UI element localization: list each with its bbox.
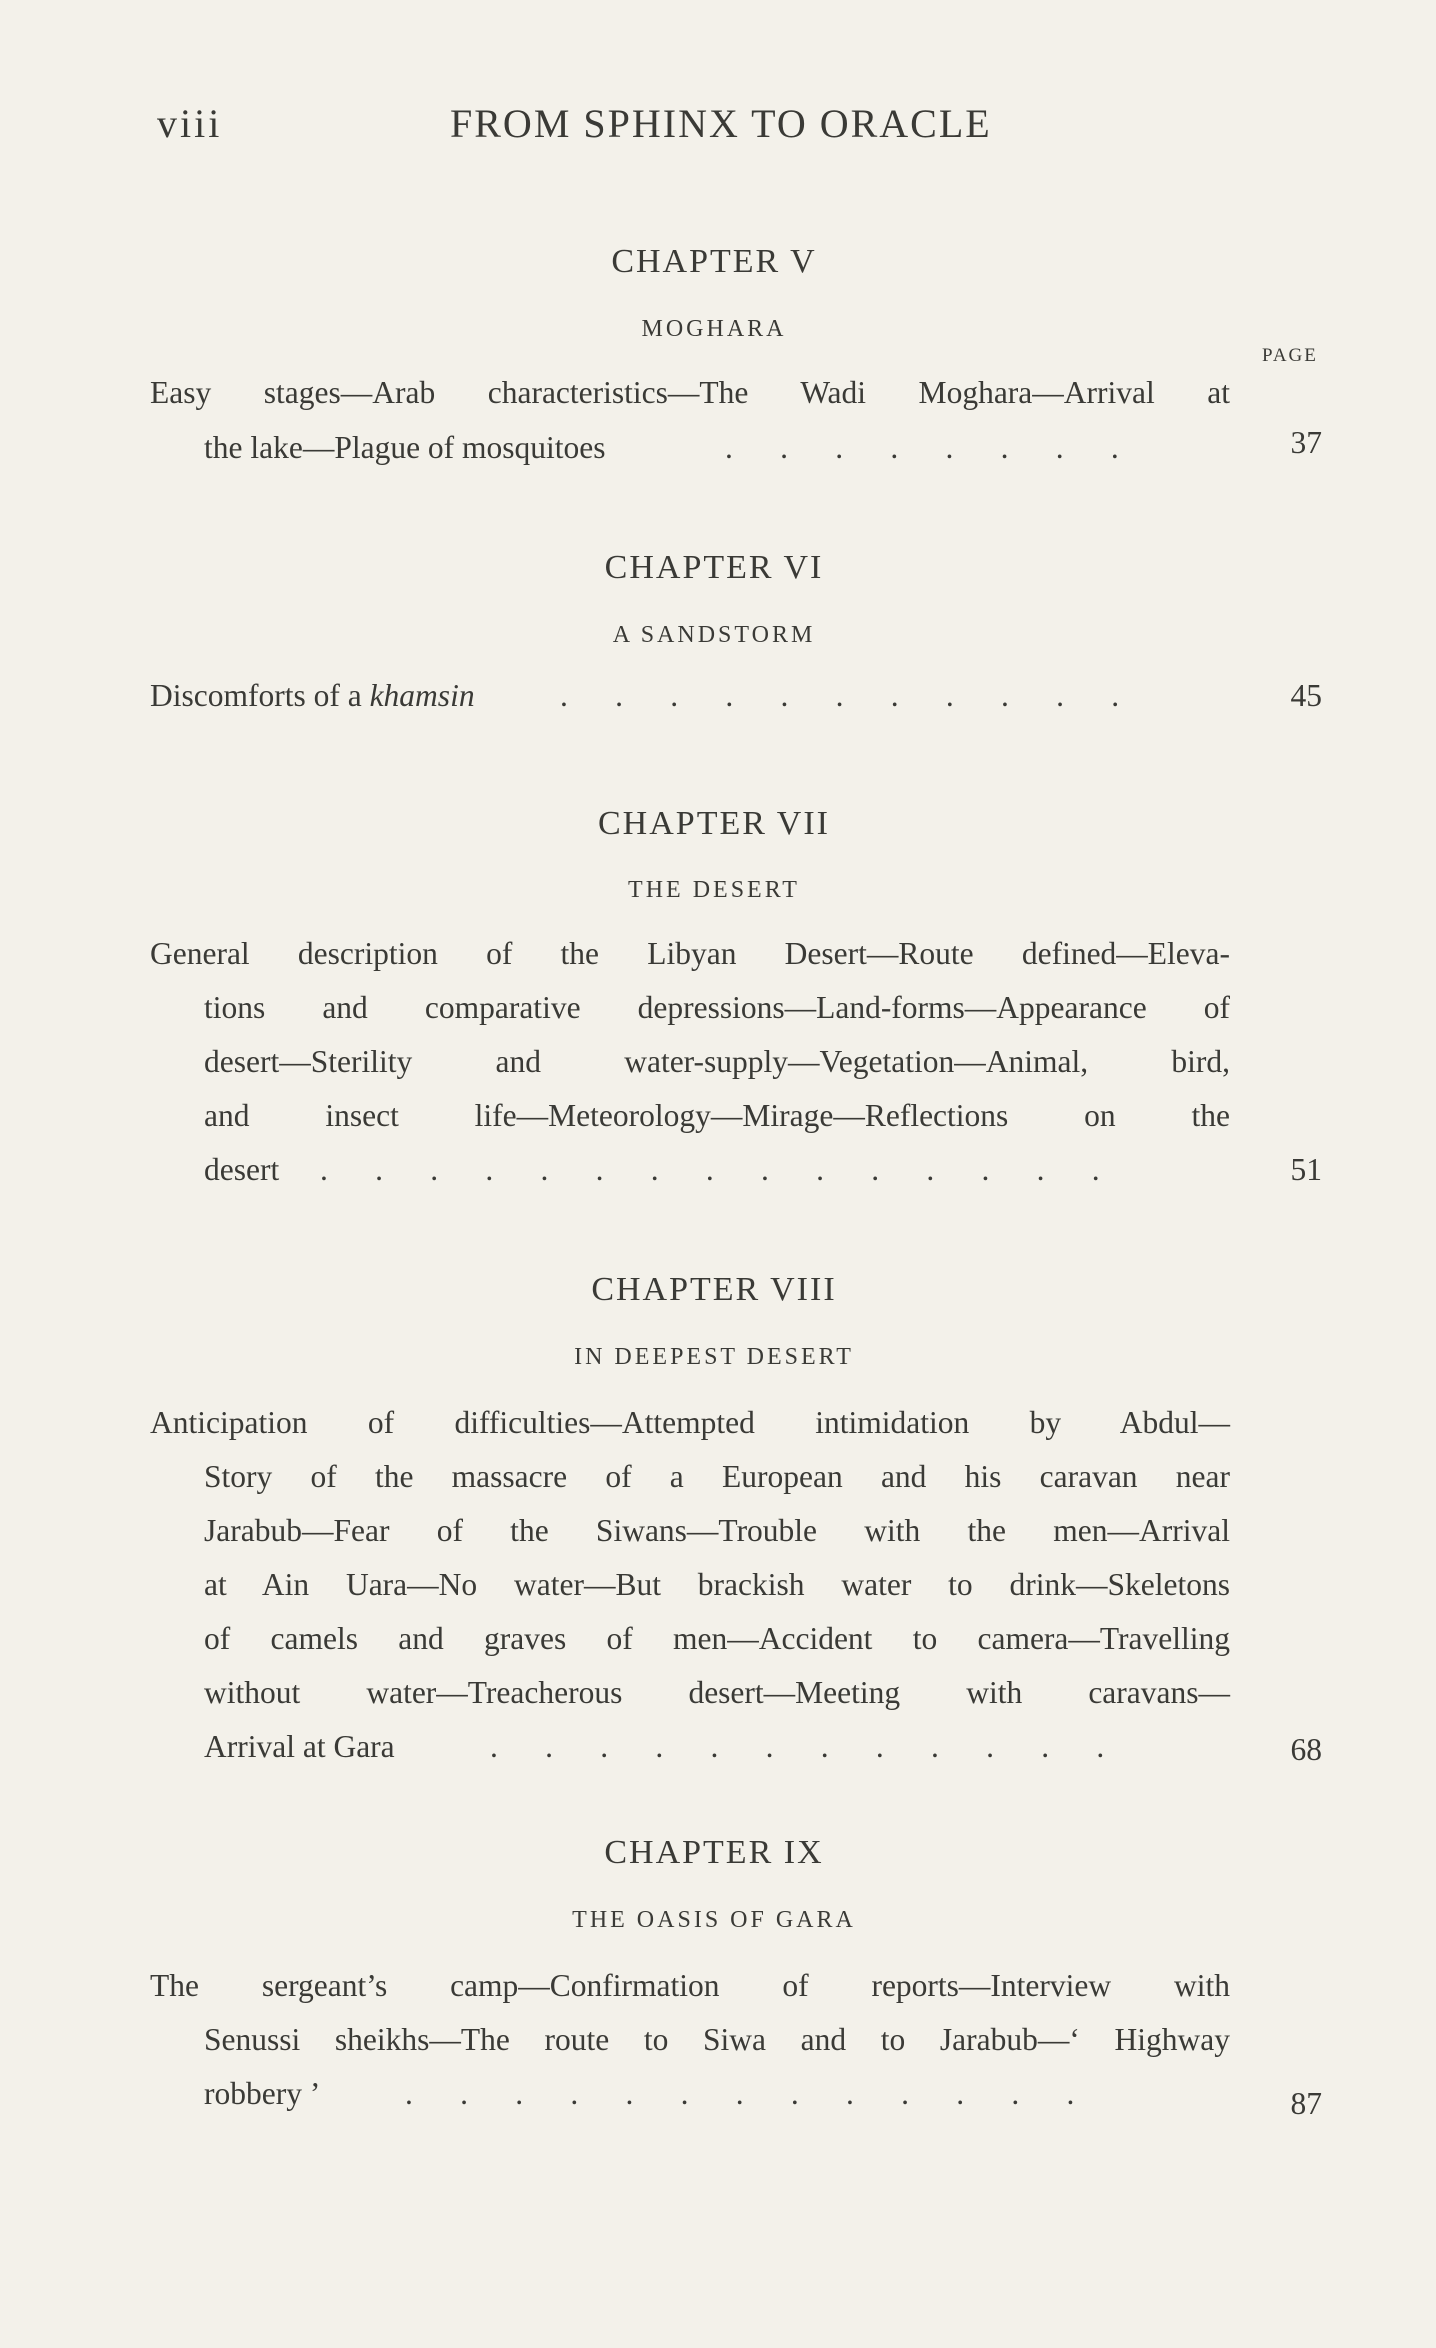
leader-dots: . . . . . . . . . . . (560, 678, 1120, 713)
chapter-heading: CHAPTER IX (604, 1834, 824, 1871)
leader-dots: . . . . . . . . . . . . . (405, 2076, 1075, 2111)
summary-line-text: desert (204, 1152, 280, 1187)
running-head (0, 100, 1436, 160)
summary-line: without water—Treacherous desert—Meeting with caravans— (204, 1675, 1230, 1710)
book-title: FROM SPHINX TO ORACLE (450, 101, 992, 146)
summary-line: Anticipation of difficulties—Attempted intimidation by Abdul— (150, 1405, 1230, 1440)
chapter-heading: CHAPTER VIII (591, 1271, 837, 1308)
chapter-subtitle: THE OASIS OF GARA (572, 1907, 856, 1933)
page-number: 45 (1290, 678, 1322, 713)
chapter-heading: CHAPTER VII (598, 805, 830, 842)
page-number: 87 (1290, 2086, 1322, 2121)
page-folio: viii (157, 101, 223, 146)
summary-line-text: the lake—Plague of mosquitoes (204, 430, 606, 465)
chapter-heading: CHAPTER V (611, 243, 817, 280)
page-number: 37 (1290, 425, 1322, 460)
summary-line: tions and comparative depressions—Land-forms—Appearance of (204, 990, 1230, 1025)
summary-line: of camels and graves of men—Accident to camera—Travelling (204, 1621, 1230, 1656)
chapter-heading: CHAPTER VI (604, 549, 824, 586)
summary-line: Jarabub—Fear of the Siwans—Trouble with the men—Arrival (204, 1513, 1230, 1548)
chapter-subtitle: A SANDSTORM (612, 622, 816, 648)
page-number: 51 (1290, 1152, 1322, 1187)
leader-dots: . . . . . . . . . . . . (490, 1729, 1105, 1764)
summary-line: at Ain Uara—No water—But brackish water to drink—Skeletons (204, 1567, 1230, 1602)
chapter-subtitle: MOGHARA (641, 316, 787, 342)
summary-line-text: robbery ’ (204, 2076, 321, 2111)
summary-line-text: Discomforts of a (150, 678, 370, 713)
summary-line-text: Arrival at Gara (204, 1729, 395, 1764)
leader-dots: . . . . . . . . (725, 430, 1119, 465)
chapter-subtitle: IN DEEPEST DESERT (574, 1344, 854, 1370)
italic-term: khamsin (369, 678, 475, 713)
summary-line: Easy stages—Arab characteristics—The Wadi Moghara—Arrival at (150, 375, 1230, 410)
summary-line: General description of the Libyan Desert—Route defined—Eleva- (150, 936, 1230, 971)
summary-line: Story of the massacre of a European and his caravan near (204, 1459, 1230, 1494)
summary-line: desert—Sterility and water-supply—Vegetation—Animal, bird, (204, 1044, 1230, 1079)
summary-line: and insect life—Meteorology—Mirage—Reflections on the (204, 1098, 1230, 1133)
leader-dots: . . . . . . . . . . . . . . . (320, 1152, 1100, 1187)
summary-line: The sergeant’s camp—Confirmation of reports—Interview with (150, 1968, 1230, 2003)
page-number: 68 (1290, 1732, 1322, 1767)
page-column-label: PAGE (1262, 345, 1318, 366)
chapter-subtitle: THE DESERT (628, 877, 800, 903)
summary-line: Senussi sheikhs—The route to Siwa and to Jarabub—‘ Highway (204, 2022, 1230, 2057)
